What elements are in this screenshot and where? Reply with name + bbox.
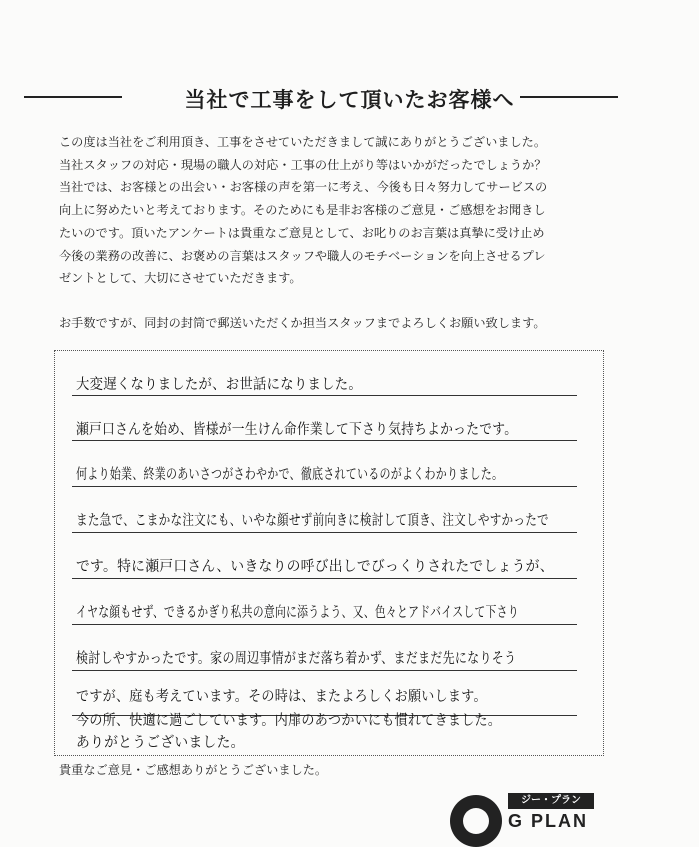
ruled-line [72, 532, 577, 533]
ruled-line [72, 395, 577, 396]
handwritten-line: 大変遅くなりましたが、お世話になりました。 [76, 377, 362, 393]
ruled-line [72, 440, 577, 441]
closing-note: 貴重なご意見・ご感想ありがとうございました。 [59, 763, 328, 777]
company-logo [446, 791, 596, 831]
handwritten-line: 検討しやすかったです。家の周辺事情がまだ落ち着かず、まだまだ先になりそう [76, 651, 517, 667]
handwritten-line: また急で、こまかな注文にも、いやな顔せず前向きに検討して頂き、注文しやすかったで [76, 513, 549, 529]
ruled-line [72, 486, 577, 487]
logo-tagline: ジー・プラン [508, 793, 594, 809]
handwritten-line: 瀬戸口さんを始め、皆様が一生けん命作業して下さり気持ちよかったです。 [76, 422, 518, 438]
return-request: お手数ですが、同封の封筒で郵送いただくか担当スタッフまでよろしくお願い致します。 [59, 316, 546, 330]
handwritten-line: 今の所、快適に過ごしています。内扉のあつかいにも慣れてきました。 [76, 713, 502, 729]
ruled-line [72, 670, 577, 671]
logo-mark-icon [450, 795, 502, 847]
handwritten-line: です。特に瀬戸口さん、いきなりの呼び出しでびっくりされたでしょうが、 [76, 559, 554, 575]
logo-wordmark: G PLAN [508, 811, 589, 831]
ruled-line [72, 578, 577, 579]
ruled-line [72, 624, 577, 625]
handwritten-line: 何より始業、終業のあいさつがさわやかで、徹底されているのがよくわかりました。 [76, 467, 504, 483]
handwritten-line: ありがとうございました。 [76, 735, 245, 751]
intro-paragraph: この度は当社をご利用頂き、工事をさせていただきまして誠にありがとうございました。 当社スタッフの対応・現場の職人の対応・工事の仕上がり等はいかがだったでしょうか？ 当社では、お客様との出会い・お客様の声を第一に考え、今後も日々努力してサービスの 向上に努めたいと考えております。そのためにも是非お客様のご意見・ご感想をお聞きし たいのです。頂いたアンケートは貴重なご意見として、お叱りのお言葉は真摯に受け止め 今後の業務の改善に、お褒めの言葉はスタッフや職人のモチベーションを向上させるプレ ゼントとして、大切にさせていただきます。 [59, 135, 548, 286]
page-title: 当社で工事をして頂いたお客様へ [184, 88, 515, 112]
handwritten-line: ですが、庭も考えています。その時は、またよろしくお願いします。 [76, 689, 487, 705]
handwritten-line: イヤな顔もせず、できるかぎり私共の意向に添うよう、又、色々とアドバイスして下さり [76, 605, 519, 621]
